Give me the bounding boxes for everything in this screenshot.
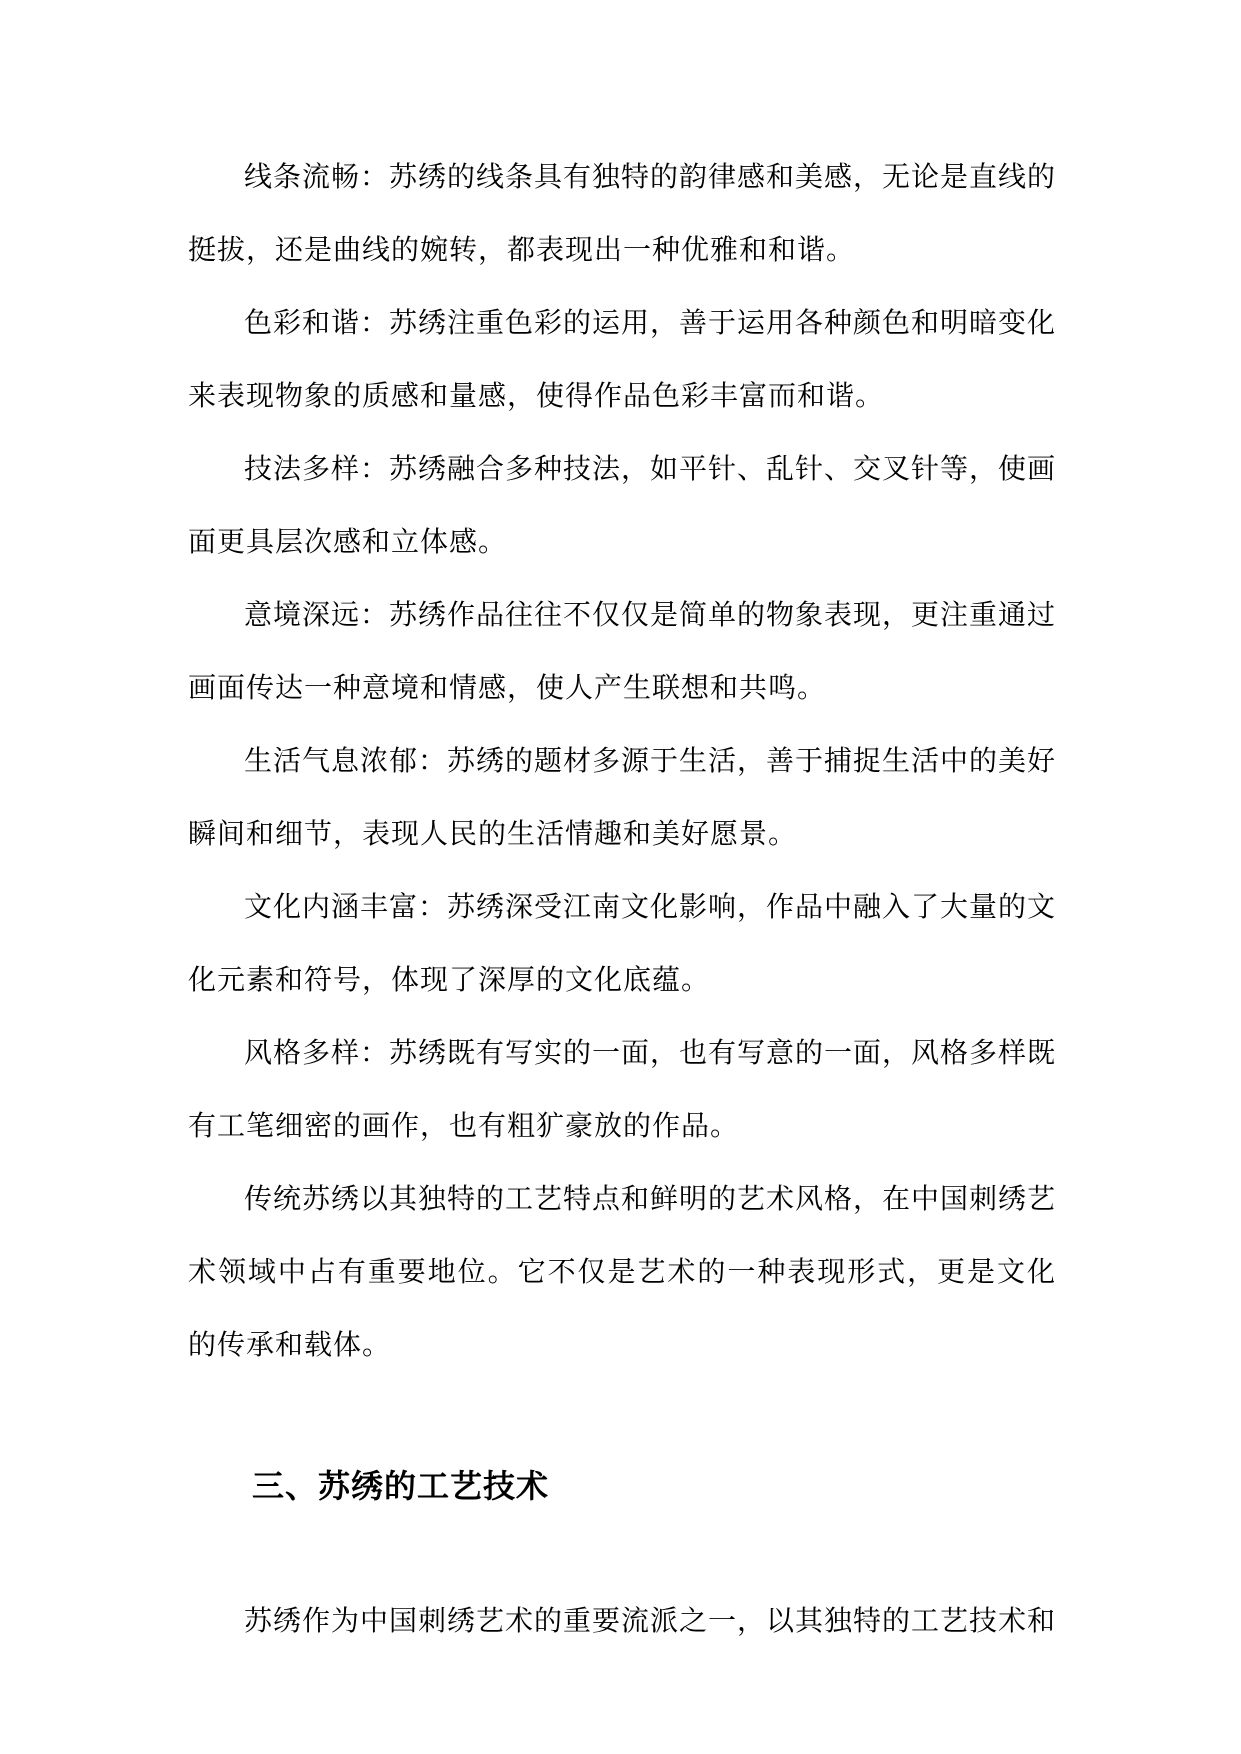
paragraph-diverse-styles: 风格多样：苏绣既有写实的一面，也有写意的一面，风格多样既有工笔细密的画作，也有粗犷豪放的作品。 bbox=[188, 1036, 1057, 1142]
paragraph-profound-mood: 意境深远：苏绣作品往往不仅仅是简单的物象表现，更注重通过画面传达一种意境和情感，使人产生联想和共鸣。 bbox=[188, 598, 1057, 704]
body-text bbox=[188, 140, 1056, 1381]
paragraph-color-harmony: 色彩和谐：苏绣注重色彩的运用，善于运用各种颜色和明暗变化来表现物象的质感和量感，使得作品色彩丰富而和谐。 bbox=[188, 306, 1057, 412]
paragraph-summary: 传统苏绣以其独特的工艺特点和鲜明的艺术风格，在中国刺绣艺术领域中占有重要地位。它不仅是艺术的一种表现形式，更是文化的传承和载体。 bbox=[188, 1182, 1057, 1361]
paragraph-line-smoothness: 线条流畅：苏绣的线条具有独特的韵律感和美感，无论是直线的挺拔，还是曲线的婉转，都表现出一种优雅和和谐。 bbox=[188, 160, 1057, 266]
paragraph-craft-intro: 苏绣作为中国刺绣艺术的重要流派之一，以其独特的工艺技术和 bbox=[244, 1604, 1056, 1637]
paragraph-diverse-techniques: 技法多样：苏绣融合多种技法，如平针、乱针、交叉针等，使画面更具层次感和立体感。 bbox=[188, 452, 1057, 558]
paragraph-cultural-connotation: 文化内涵丰富：苏绣深受江南文化影响，作品中融入了大量的文化元素和符号，体现了深厚的文化底蕴。 bbox=[188, 890, 1057, 996]
section-heading: 三、苏绣的工艺技术 bbox=[252, 1467, 550, 1505]
paragraph-life-atmosphere: 生活气息浓郁：苏绣的题材多源于生活，善于捕捉生活中的美好瞬间和细节，表现人民的生活情趣和美好愿景。 bbox=[188, 744, 1057, 850]
